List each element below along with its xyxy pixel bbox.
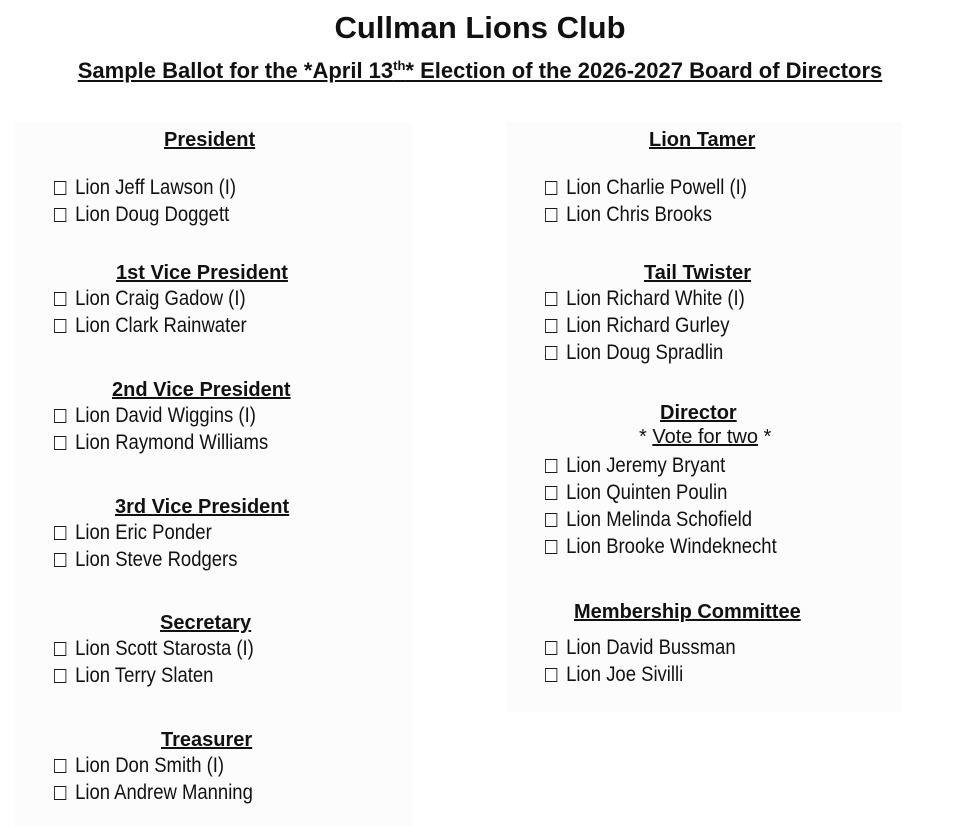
candidate-list [54, 752, 412, 806]
checkbox-icon[interactable] [54, 786, 66, 800]
office-title: Tail Twister [644, 262, 752, 284]
checkbox-icon[interactable] [54, 436, 66, 450]
ballot-subtitle [0, 56, 960, 86]
candidate-list [545, 285, 903, 366]
candidate-option[interactable] [54, 662, 369, 689]
checkbox-icon[interactable] [545, 208, 557, 222]
candidate-option[interactable] [545, 479, 860, 506]
subtitle-text-start: Sample Ballot for the *April 13 [77, 58, 394, 83]
section-treasurer [14, 728, 412, 806]
candidate-name: Lion Scott Starosta (I) [75, 637, 254, 660]
checkbox-icon[interactable] [54, 181, 66, 195]
candidate-option[interactable] [545, 533, 860, 560]
candidate-name: Lion Doug Doggett [75, 203, 230, 226]
checkbox-icon[interactable] [545, 668, 557, 682]
candidate-option[interactable] [545, 312, 860, 339]
candidate-name: Lion Melinda Schofield [566, 508, 753, 531]
candidate-option[interactable] [545, 339, 860, 366]
candidate-option[interactable] [54, 312, 369, 339]
candidate-name: Lion Andrew Manning [75, 781, 253, 804]
candidate-option[interactable] [54, 752, 369, 779]
checkbox-icon[interactable] [545, 459, 557, 473]
note-prefix: * [639, 426, 653, 448]
checkbox-icon[interactable] [54, 526, 66, 540]
candidate-option[interactable] [54, 201, 369, 228]
candidate-name: Lion Quinten Poulin [566, 481, 728, 504]
candidate-name: Lion David Wiggins (I) [75, 404, 256, 427]
section-tail-twister [507, 261, 903, 366]
candidate-option[interactable] [545, 661, 860, 688]
left-column [14, 122, 412, 826]
candidate-name: Lion Clark Rainwater [75, 314, 247, 337]
office-title: 1st Vice President [116, 262, 288, 284]
checkbox-icon[interactable] [54, 208, 66, 222]
office-title: Lion Tamer [649, 129, 756, 151]
section-1st-vice-president [14, 261, 412, 339]
candidate-name: Lion Steve Rodgers [75, 548, 238, 571]
candidate-name: Lion Joe Sivilli [566, 663, 684, 686]
candidate-option[interactable] [54, 285, 369, 312]
checkbox-icon[interactable] [545, 486, 557, 500]
candidate-option[interactable] [54, 546, 369, 573]
subtitle-ordinal-suffix: th [393, 58, 406, 73]
checkbox-icon[interactable] [54, 669, 66, 683]
candidate-name: Lion Doug Spradlin [566, 341, 724, 364]
right-column [507, 122, 903, 712]
section-3rd-vice-president [14, 495, 412, 573]
checkbox-icon[interactable] [545, 641, 557, 655]
candidate-name: Lion Craig Gadow (I) [75, 287, 246, 310]
ballot-title: Cullman Lions Club [334, 10, 626, 45]
candidate-option[interactable] [54, 635, 369, 662]
office-title: Treasurer [161, 729, 253, 751]
checkbox-icon[interactable] [545, 319, 557, 333]
candidate-option[interactable] [545, 634, 860, 661]
checkbox-icon[interactable] [545, 346, 557, 360]
candidate-name: Lion Richard White (I) [566, 287, 745, 310]
section-2nd-vice-president [14, 378, 412, 456]
candidate-name: Lion Terry Slaten [75, 664, 214, 687]
candidate-option[interactable] [545, 201, 860, 228]
candidate-name: Lion Don Smith (I) [75, 754, 225, 777]
checkbox-icon[interactable] [545, 540, 557, 554]
candidate-option[interactable] [54, 429, 369, 456]
checkbox-icon[interactable] [54, 409, 66, 423]
note-suffix: * [757, 426, 772, 448]
candidate-option[interactable] [545, 452, 860, 479]
candidate-option[interactable] [54, 779, 369, 806]
candidate-list [54, 519, 412, 573]
note-text: Vote for two [652, 426, 758, 448]
candidate-name: Lion Richard Gurley [566, 314, 730, 337]
checkbox-icon[interactable] [54, 642, 66, 656]
candidate-list [54, 285, 412, 339]
office-title: President [164, 129, 256, 151]
section-director [507, 401, 903, 560]
checkbox-icon[interactable] [54, 292, 66, 306]
section-secretary [14, 611, 412, 689]
office-title: Director [660, 402, 737, 424]
checkbox-icon[interactable] [545, 181, 557, 195]
candidate-name: Lion Brooke Windeknecht [566, 535, 777, 558]
candidate-list [54, 402, 412, 456]
candidate-list [54, 635, 412, 689]
candidate-option[interactable] [545, 506, 860, 533]
candidate-name: Lion Jeff Lawson (I) [75, 176, 237, 199]
candidate-option[interactable] [545, 174, 860, 201]
checkbox-icon[interactable] [54, 759, 66, 773]
candidate-name: Lion David Bussman [566, 636, 736, 659]
office-title: Membership Committee [574, 601, 801, 623]
candidate-list [545, 452, 903, 560]
checkbox-icon[interactable] [54, 553, 66, 567]
candidate-option[interactable] [54, 402, 369, 429]
section-president [14, 128, 412, 228]
candidate-name: Lion Eric Ponder [75, 521, 212, 544]
subtitle-text-end: * Election of the 2026-2027 Board of Directors [405, 58, 883, 83]
candidate-name: Lion Raymond Williams [75, 431, 269, 454]
candidate-option[interactable] [54, 519, 369, 546]
checkbox-icon[interactable] [545, 513, 557, 527]
checkbox-icon[interactable] [54, 319, 66, 333]
candidate-option[interactable] [545, 285, 860, 312]
candidate-list [545, 634, 903, 688]
candidate-option[interactable] [54, 174, 369, 201]
office-title: 2nd Vice President [112, 379, 291, 401]
office-title: 3rd Vice President [115, 496, 290, 518]
vote-instruction [639, 425, 903, 452]
section-membership-committee [507, 600, 903, 688]
candidate-list [545, 174, 903, 228]
candidate-name: Lion Charlie Powell (I) [566, 176, 747, 199]
section-lion-tamer [507, 128, 903, 228]
candidate-list [54, 174, 412, 228]
office-title: Secretary [160, 612, 252, 634]
candidate-name: Lion Chris Brooks [566, 203, 712, 226]
candidate-name: Lion Jeremy Bryant [566, 454, 726, 477]
checkbox-icon[interactable] [545, 292, 557, 306]
